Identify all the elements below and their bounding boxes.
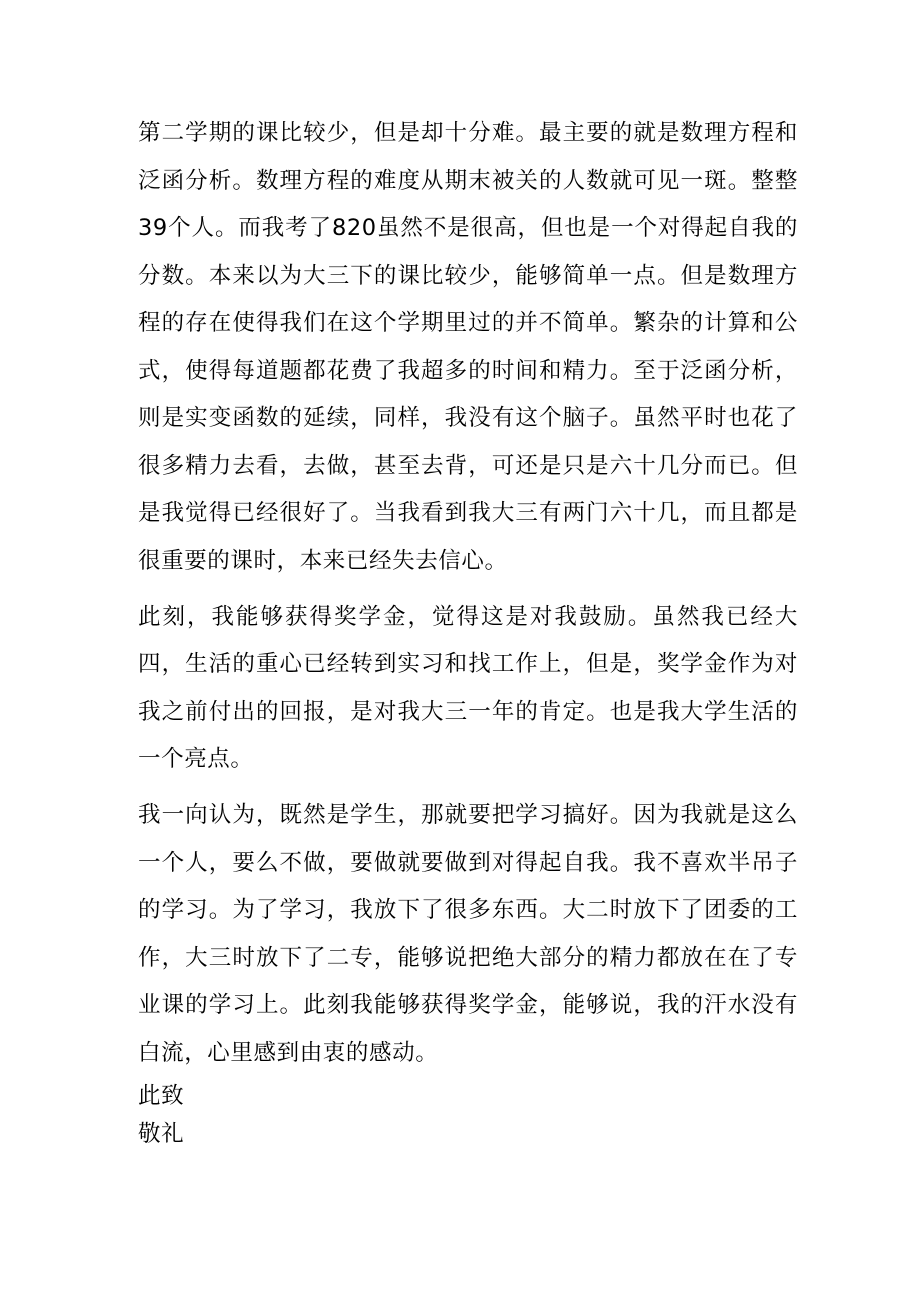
letter-body bbox=[138, 110, 798, 1086]
paragraph-grades: 第二学期的课比较少，但是却十分难。最主要的就是数理方程和泛函分析。数理方程的难度从期末被关的人数就可见一斑。整整39个人。而我考了820虽然不是很高，但也是一个对得起自我的分数。本来以为大三下的课比较少，能够简单一点。但是数理方程的存在使得我们在这个学期里过的并不简单。繁杂的计算和公式，使得每道题都花费了我超多的时间和精力。至于泛函分析，则是实变函数的延续，同样，我没有这个脑子。虽然平时也花了很多精力去看，去做，甚至去背，可还是只是六十几分而已。但是我觉得已经很好了。当我看到我大三有两门六十几，而且都是很重要的课时，本来已经失去信心。 bbox=[138, 120, 798, 574]
paragraph-scholarship: 此刻，我能够获得奖学金，觉得这是对我鼓励。虽然我已经大四，生活的重心已经转到实习和找工作上，但是，奖学金作为对我之前付出的回报，是对我大三一年的肯定。也是我大学生活的一个亮点。 bbox=[138, 603, 798, 772]
paragraph-study-attitude: 我一向认为，既然是学生，那就要把学习搞好。因为我就是这么一个人，要么不做，要做就要做到对得起自我。我不喜欢半吊子的学习。为了学习，我放下了很多东西。大二时放下了团委的工作，大三时放下了二专，能够说把绝大部分的精力都放在在了专业课的学习上。此刻我能够获得奖学金，能够说，我的汗水没有白流，心里感到由衷的感动。 bbox=[138, 802, 798, 1066]
closing-salutation: 此致 bbox=[138, 1083, 185, 1109]
closing-regards: 敬礼 bbox=[138, 1121, 185, 1147]
